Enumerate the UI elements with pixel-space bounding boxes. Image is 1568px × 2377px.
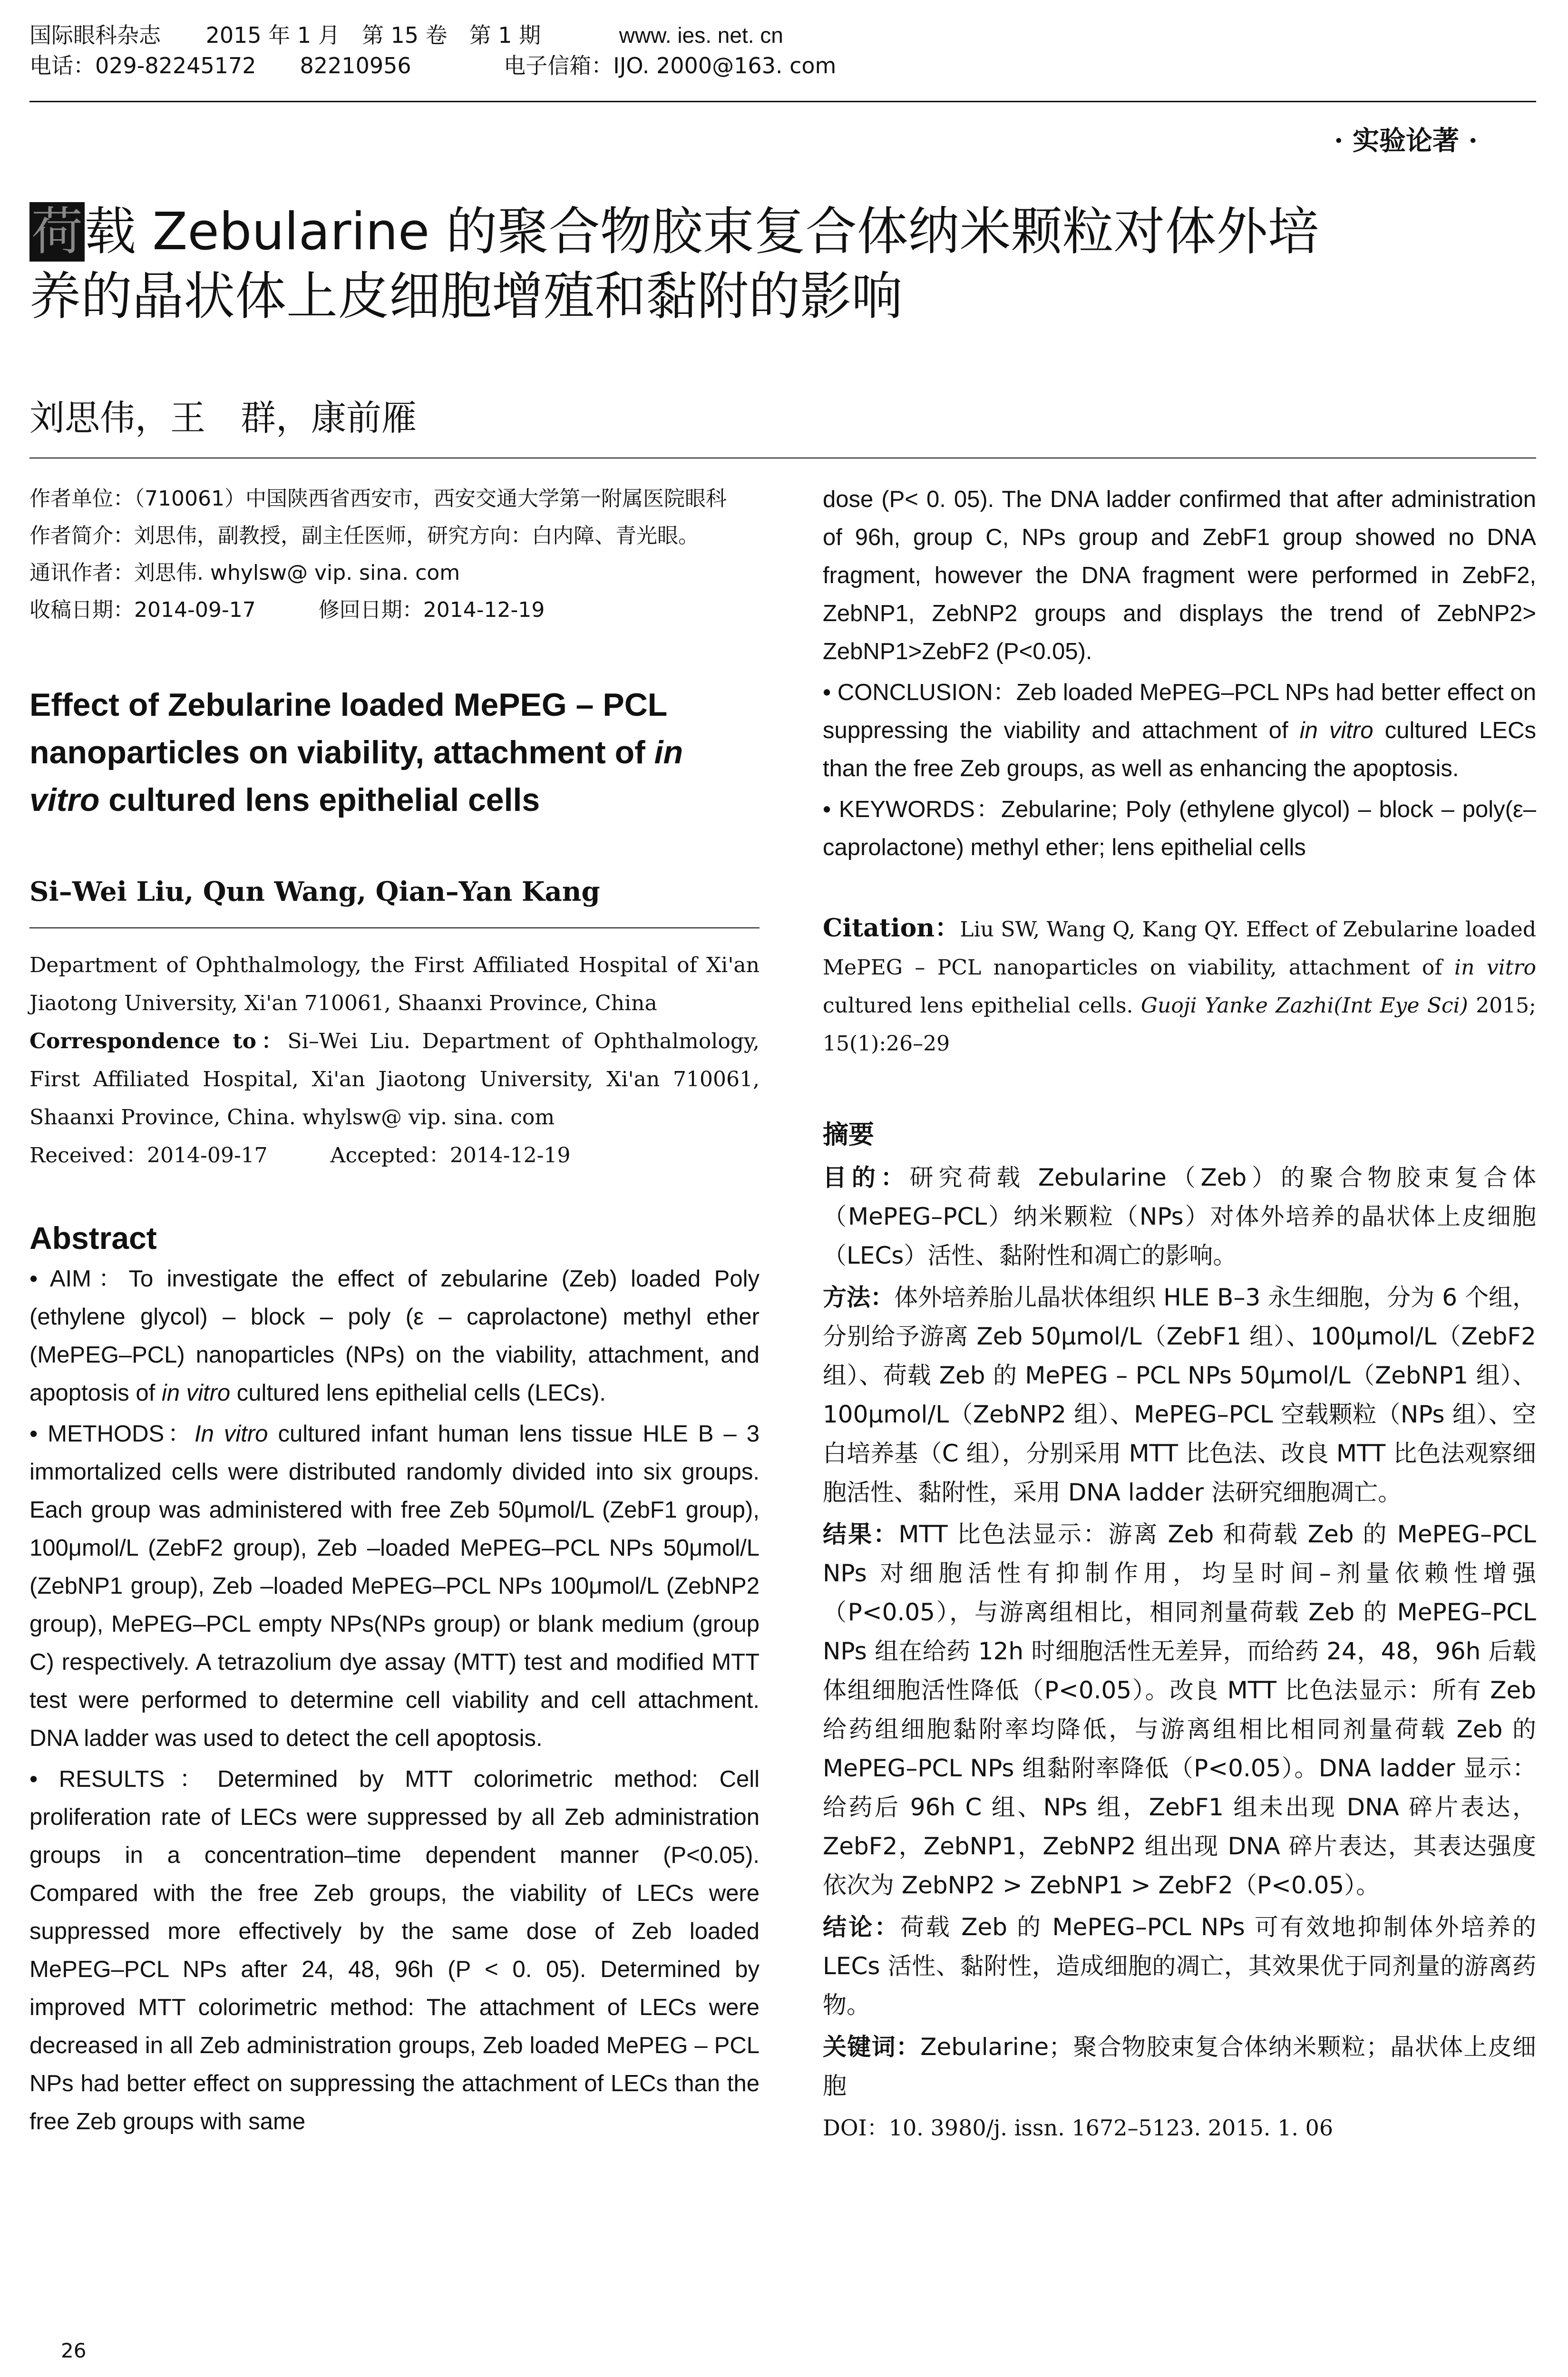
abstract-conclusion-label: • CONCLUSION： bbox=[823, 680, 1016, 705]
abstract-keywords: • KEYWORDS：Zebularine; Poly (ethylene glycol) – block – poly(ε–caprolactone) methyl ether; lens epithelial cells bbox=[823, 797, 1537, 860]
abstract-aim-label: • AIM： bbox=[29, 1266, 129, 1292]
abstract-en bbox=[29, 1260, 760, 2141]
right-column bbox=[823, 480, 1536, 2150]
title-en-rest: cultured lens epithelial cells bbox=[99, 782, 540, 818]
abstract-cn bbox=[823, 1115, 1536, 2147]
abstract-cn-results: 结果：MTT 比色法显示：游离 Zeb 和荷载 Zeb 的 MePEG–PCL NPs 对细胞活性有抑制作用，均呈时间–剂量依赖性增强（P<0.05），与游离组相比，相同剂量荷载 Zeb 的 MePEG–PCL NPs 组在给药 12h 时细胞活性无差异，而给药 24，48，96h 后载体组细胞活性降低（P<0.05）。改良 MTT 比色法显示：所有 Zeb 给药组细胞黏附率均降低，与游离组相比相同剂量荷载 Zeb 的 MePEG–PCL NPs 组黏附率降低（P<0.05）。DNA ladder 显示：给药后 96h C 组、NPs 组，ZebF1 组未出现 DNA 碎片表达，ZebF2，ZebNP1，ZebNP2 组出现 DNA 碎片表达，其表达强度依次为 ZebNP2 > ZebNP1 > ZebF2（P<0.05）。 bbox=[823, 1520, 1536, 1899]
authors-en: Si–Wei Liu, Qun Wang, Qian–Yan Kang bbox=[29, 876, 600, 907]
title-cn-line2: 养的晶状体上皮细胞增殖和黏附的影响 bbox=[29, 267, 903, 326]
journal-url[interactable]: www. ies. net. cn bbox=[619, 23, 783, 48]
title-en-italic: in vitro bbox=[29, 734, 683, 818]
affiliation-en bbox=[29, 946, 760, 1175]
correspondence-label: Correspondence to： bbox=[29, 1029, 288, 1053]
author-dates: 收稿日期：2014-09-17 修回日期：2014-12-19 bbox=[29, 598, 545, 622]
doi[interactable]: DOI：10. 3980/j. issn. 1672–5123. 2015. 1. 06 bbox=[823, 2115, 1334, 2141]
authors-en-rule bbox=[29, 927, 760, 928]
title-en-main: Effect of Zebularine loaded MePEG – PCL nanoparticles on viability, attachment of bbox=[29, 687, 667, 770]
abstract-conclusion: • CONCLUSION：Zeb loaded MePEG–PCL NPs had better effect on suppressing the viability and attachment of in vitro cultured LECs than the free Zeb groups, as well as enhancing the apoptosis. bbox=[823, 680, 1536, 781]
abstract-cn-aim: 目的：研究荷载 Zebularine（Zeb）的聚合物胶束复合体（MePEG–PCL）纳米颗粒（NPs）对体外培养的晶状体上皮细胞（LECs）活性、黏附性和凋亡的影响。 bbox=[823, 1164, 1536, 1269]
title-cn-first-char: 荷 bbox=[29, 202, 85, 262]
abstract-cn-keywords: 关键词：Zebularine；聚合物胶束复合体纳米颗粒；晶状体上皮细胞 bbox=[823, 2033, 1537, 2100]
author-corr: 通讯作者：刘思伟. whylsw@ vip. sina. com bbox=[29, 561, 460, 585]
left-column bbox=[29, 480, 760, 2143]
citation: Citation：Liu SW, Wang Q, Kang QY. Effect of Zebularine loaded MePEG – PCL nanoparticles on viability, attachment of in vitro cultured lens epithelial cells. Guoji Yanke Zazhi(Int Eye Sci) 2015; 15(1):26–29 bbox=[823, 914, 1537, 1056]
title-cn-line1: 载 Zebularine 的聚合物胶束复合体纳米颗粒对体外培 bbox=[85, 202, 1319, 262]
abstract-en-continued bbox=[823, 480, 1536, 867]
title-cn bbox=[29, 200, 1547, 329]
abstract-results-continued: dose (P< 0. 05). The DNA ladder confirmed that after administration of 96h, group C, NPs group and ZebF1 group showed no DNA fragment, however the DNA fragment were performed in ZebF2, ZebNP1, ZebNP2 groups and displays the trend of ZebNP2> ZebNP1>ZebF2 (P<0.05). bbox=[823, 487, 1536, 664]
journal-phone: 电话：029-82245172 82210956 bbox=[29, 53, 411, 79]
author-info-cn bbox=[29, 480, 760, 629]
abstract-heading: Abstract bbox=[29, 1220, 157, 1256]
section-label: · 实验论著 · bbox=[1334, 125, 1478, 156]
journal-email[interactable]: 电子信箱：IJO. 2000@163. com bbox=[504, 53, 837, 79]
journal-header bbox=[29, 20, 1542, 81]
page-number: 26 bbox=[61, 2339, 87, 2362]
authors-cn: 刘思伟，王 群，康前雁 bbox=[29, 398, 417, 438]
correspondence-text: Si–Wei Liu. Department of Ophthalmology, First Affiliated Hospital, Xi'an Jiaotong University, Xi'an 710061, Shaanxi Province, China. whylsw@ vip. sina. com bbox=[29, 1029, 760, 1130]
abstract-results: • RESULTS：Determined by MTT colorimetric method: Cell proliferation rate of LECs were suppressed by all Zeb administration groups in a concentration–time dependent manner (P<0.05). Compared with the free Zeb groups, the viability of LECs were suppressed more effectively by the same dose of Zeb loaded MePEG–PCL NPs after 24, 48, 96h (P < 0. 05). Determined by improved MTT colorimetric method: The attachment of LECs were decreased in all Zeb administration groups, Zeb loaded MePEG – PCL NPs had better effect on suppressing the attachment of LECs than the free Zeb groups with same bbox=[29, 1766, 760, 2134]
title-en bbox=[29, 681, 760, 824]
abstract-cn-conclusion: 结论：荷载 Zeb 的 MePEG–PCL NPs 可有效地抑制体外培养的 LECs 活性、黏附性，造成细胞的凋亡，其效果优于同剂量的游离药物。 bbox=[823, 1913, 1536, 2019]
citation-label: Citation： bbox=[823, 914, 960, 943]
abstract-results-label: • RESULTS： bbox=[29, 1766, 218, 1792]
abstract-cn-heading: 摘要 bbox=[823, 1120, 874, 1150]
abstract-keywords-label: • KEYWORDS： bbox=[823, 797, 1002, 822]
author-unit: 作者单位：（710061）中国陕西省西安市，西安交通大学第一附属医院眼科 bbox=[29, 487, 727, 511]
abstract-cn-methods: 方法：体外培养胎儿晶状体组织 HLE B–3 永生细胞，分为 6 个组，分别给予游离 Zeb 50μmol/L（ZebF1 组）、100μmol/L（ZebF2 组）、荷载 Zeb 的 MePEG – PCL NPs 50μmol/L（ZebNP1 组）、100μmol/L（ZebNP2 组）、MePEG–PCL 空载颗粒（NPs 组）、空白培养基（C 组），分别采用 MTT 比色法、改良 MTT 比色法观察细胞活性、黏附性，采用 DNA ladder 法研究细胞凋亡。 bbox=[823, 1284, 1536, 1506]
author-bio: 作者简介：刘思伟，副教授，副主任医师，研究方向：白内障、青光眼。 bbox=[29, 524, 699, 548]
journal-name: 国际眼科杂志 bbox=[29, 22, 161, 48]
abstract-methods-label: • METHODS： bbox=[29, 1421, 195, 1447]
journal-issue: 2015 年 1 月 第 15 卷 第 1 期 bbox=[205, 22, 541, 48]
abstract-aim: • AIM：To investigate the effect of zebularine (Zeb) loaded Poly (ethylene glycol) – block – poly (ε – caprolactone) methyl ether (MePEG–PCL) nanoparticles (NPs) on the viability, attachment, and apoptosis of in vitro cultured lens epithelial cells (LECs). bbox=[29, 1266, 760, 1406]
received-accepted: Received：2014-09-17 Accepted：2014-12-19 bbox=[29, 1143, 571, 1168]
abstract-methods: • METHODS：In vitro cultured infant human lens tissue HLE B – 3 immortalized cells were distributed randomly divided into six groups. Each group was administered with free Zeb 50μmol/L (ZebF1 group), 100μmol/L (ZebF2 group), Zeb –loaded MePEG–PCL NPs 50μmol/L (ZebNP1 group), Zeb –loaded MePEG–PCL NPs 100μmol/L (ZebNP2 group), MePEG–PCL empty NPs(NPs group) or blank medium (group C) respectively. A tetrazolium dye assay (MTT) test and modified MTT test were performed to determine cell viability and cell attachment. DNA ladder was used to detect the cell apoptosis. bbox=[29, 1421, 760, 1751]
affiliation-dept: Department of Ophthalmology, the First Affiliated Hospital of Xi'an Jiaotong University, Xi'an 710061, Shaanxi Province, China bbox=[29, 953, 760, 1015]
header-rule bbox=[29, 101, 1536, 102]
